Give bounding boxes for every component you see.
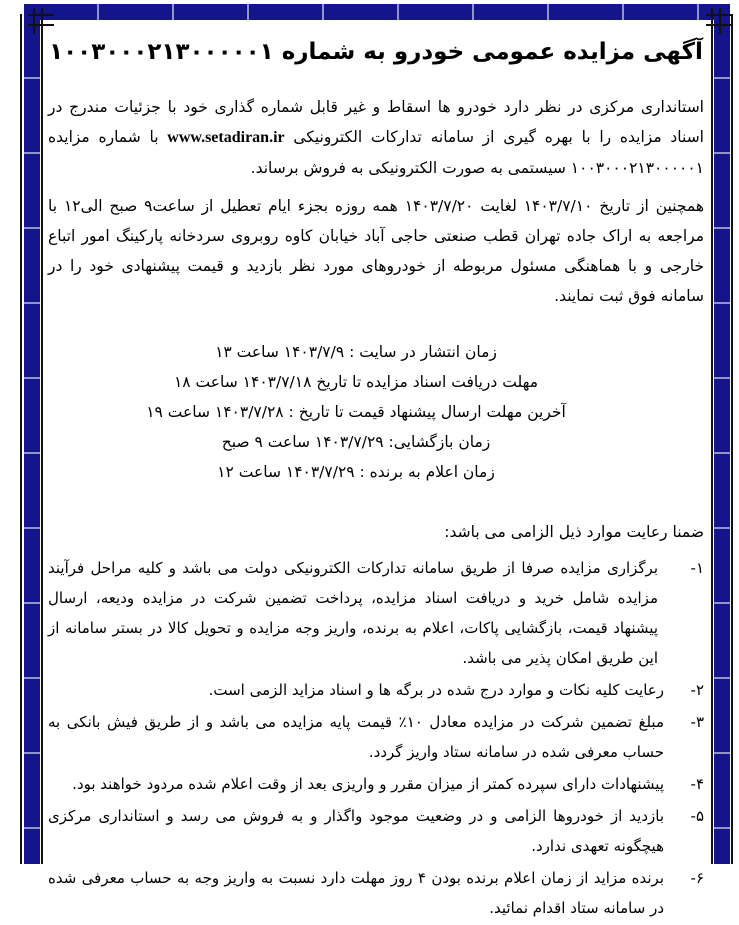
document-content	[48, 20, 704, 925]
list-item-text: مبلغ تضمین شرکت در مزایده معادل ۱۰٪ قیمت پایه مزایده می باشد و از طریق فیش بانکی به حساب معرفی شده در سامانه ستاد واریز گردد.	[48, 713, 664, 762]
frame-top-band	[24, 4, 730, 20]
frame-left-band	[24, 4, 40, 864]
list-item-number: ۶-	[690, 869, 704, 888]
list-item	[48, 769, 704, 799]
frame-corner-top-right-ornament	[706, 8, 732, 34]
date-bid-deadline: آخرین مهلت ارسال پیشنهاد قیمت تا تاریخ : ۱۴۰۳/۷/۲۸ ساعت ۱۹	[146, 403, 566, 422]
list-item-number: ۱-	[690, 559, 704, 578]
frame-hairline-right-inner	[711, 26, 713, 864]
setad-url[interactable]: www.setadiran.ir	[167, 129, 285, 147]
visit-schedule-paragraph: همچنین از تاریخ ۱۴۰۳/۷/۱۰ لغایت ۱۴۰۳/۷/۲۰ همه روزه بجزء ایام تعطیل از ساعت۹ صبح الی۱۲ با مراجعه به اراک جاده تهران قطب صنعتی حاجی آباد خیابان کاوه روبروی سردخانه پارکینگ امور اتباع خارجی و با هماهنگی مسئول مربوطه از خودروهای مورد نظر بازدید و قیمت پیشنهادی خود را در سامانه فوق ثبت نمایند.	[48, 197, 705, 306]
list-item	[48, 707, 704, 767]
list-item-text: برنده مزاید از زمان اعلام برنده بودن ۴ روز مهلت دارد نسبت به واریز وجه به حساب معرفی شده در سامانه ستاد اقدام نمائید.	[48, 869, 664, 918]
list-item	[48, 801, 704, 861]
list-item	[48, 553, 704, 673]
page-title: آگهی مزایده عمومی خودرو به شماره ۱۰۰۳۰۰۰۲۱۳۰۰۰۰۰۱	[49, 39, 703, 65]
intro-text-before-url: استانداری مرکزی در نظر دارد خودرو ها اسقاط و غیر قابل شماره گذاری خود با جزئیات مندرج در اسناد مزایده را با بهره گیری از سامانه تدارکات الکترونیکی	[48, 98, 704, 147]
list-item-number: ۵-	[690, 807, 704, 826]
obligations-lead-text: ضمنا رعایت موارد ذیل الزامی می باشد:	[444, 523, 704, 542]
list-item-text: رعایت کلیه نکات و موارد درج شده در برگه ها و اسناد مزاید الزمی است.	[208, 681, 664, 700]
list-item-text: پیشنهادات دارای سپرده کمتر از میزان مقرر و واریزی بعد از وقت اعلام شده مردود خواهند بود.	[72, 775, 664, 794]
intro-text-after-url: با شماره مزایده ۱۰۰۳۰۰۰۲۱۳۰۰۰۰۰۱ سیستمی به صورت الکترونیکی به فروش برساند.	[48, 128, 704, 178]
frame-hairline-left-inner	[41, 26, 43, 864]
list-item-text: برگزاری مزایده صرفا از طریق سامانه تدارکات الکترونیکی دولت می باشد و کلیه مراحل فرآیند مزایده شامل خرید و دریافت اسناد مزایده، پرداخت تضمین شرکت در مزایده ودیعه، ارسال پیشنهاد قیمت، بازگشایی پاکات، اعلام به برنده، واریز وجه مزایده و تحویل کالا در بستر سامانه از این طریق امکان پذیر می باشد.	[48, 559, 658, 668]
list-item	[48, 675, 704, 705]
list-item-number: ۳-	[690, 713, 704, 732]
obligations-list	[48, 553, 704, 923]
date-opening: زمان بازگشایی: ۱۴۰۳/۷/۲۹ ساعت ۹ صبح	[221, 433, 491, 452]
list-item-text: بازدید از خودروها الزامی و در وضعیت موجود واگذار و به فروش می رسد و استانداری مرکزی هیچگونه تعهدی ندارد.	[48, 807, 664, 856]
frame-right-band	[714, 4, 730, 864]
intro-paragraph	[48, 92, 704, 183]
date-winner-announcement: زمان اعلام به برنده : ۱۴۰۳/۷/۲۹ ساعت ۱۲	[217, 463, 495, 482]
date-document-deadline: مهلت دریافت اسناد مزایده تا تاریخ ۱۴۰۳/۷/۱۸ ساعت ۱۸	[173, 373, 539, 392]
frame-hairline-right-outer	[731, 14, 733, 864]
key-dates-list	[48, 337, 704, 487]
list-item	[48, 863, 704, 923]
date-publication: زمان انتشار در سایت : ۱۴۰۳/۷/۹ ساعت ۱۳	[215, 343, 497, 362]
list-item-number: ۴-	[690, 775, 704, 794]
list-item-number: ۲-	[690, 681, 704, 700]
frame-hairline-left-outer	[20, 14, 22, 864]
